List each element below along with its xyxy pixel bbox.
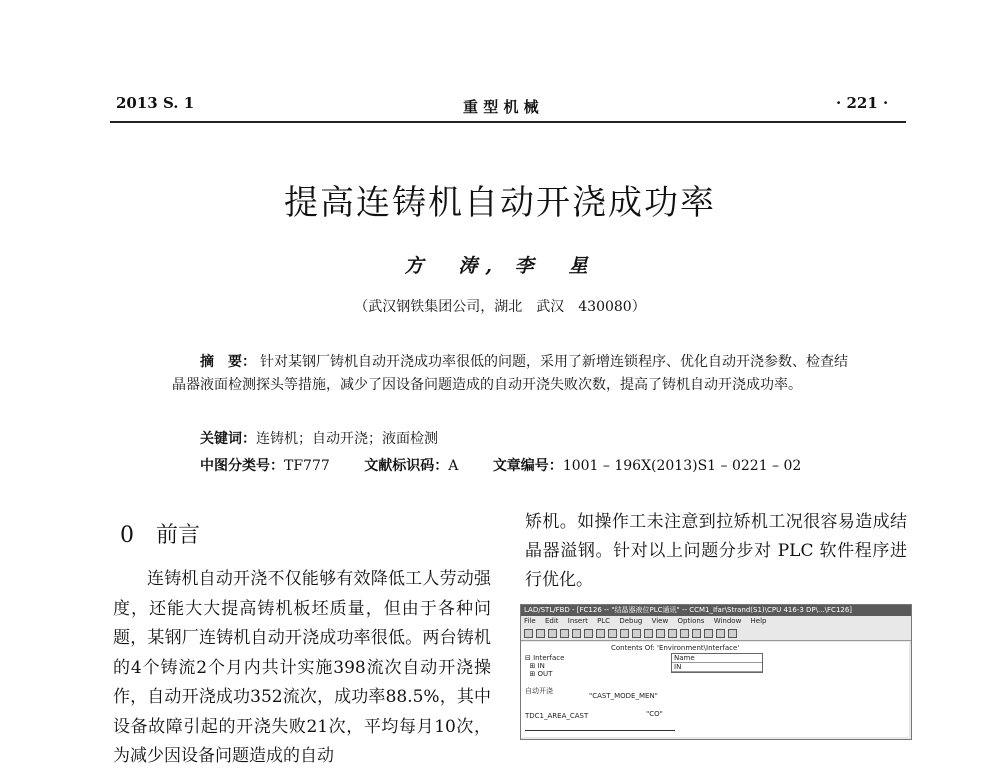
affiliation: （武汉钢铁集团公司，湖北 武汉 430080）	[354, 299, 646, 315]
tree-item: ⊞ OUT	[525, 670, 553, 678]
menu-item: Options	[677, 617, 705, 625]
menu-item: Insert	[567, 617, 588, 625]
section-heading	[120, 518, 200, 549]
menu-item: Debug	[619, 617, 643, 625]
network-label: 自动开浇	[525, 687, 553, 695]
abstract-label: 摘 要：	[200, 354, 256, 370]
keywords-text: 连铸机；自动开浇；液面检测	[256, 431, 438, 447]
article-value: 1001 – 196X(2013)S1 – 0221 – 02	[562, 458, 802, 474]
abstract-text: 针对某钢厂铸机自动开浇成功率很低的问题，采用了新增连锁程序、优化自动开浇参数、检查结晶器液面检测探头等措施，减少了因设备问题造成的自动开浇失败次数，提高了铸机自动开浇成功率。	[172, 354, 848, 393]
tool-icon	[716, 629, 725, 638]
interface-table	[671, 653, 763, 673]
doc-value: A	[448, 458, 459, 474]
tree-item: ⊞ IN	[525, 662, 545, 670]
tool-icon	[548, 629, 557, 638]
tool-icon	[656, 629, 665, 638]
tool-icon	[620, 629, 629, 638]
menu-item: PLC	[597, 617, 611, 625]
tool-icon	[668, 629, 677, 638]
tool-icon	[536, 629, 545, 638]
journal-name: 重 型 机 械	[463, 98, 539, 116]
classification-line	[200, 455, 831, 475]
clc-value: TF777	[284, 458, 330, 474]
menu-item: View	[651, 617, 669, 625]
menu-item: File	[524, 617, 536, 625]
screenshot-toolbar	[521, 626, 911, 641]
menu-item: Window	[713, 617, 742, 625]
section-number: 0	[120, 523, 134, 548]
header-rule	[110, 121, 906, 123]
tool-icon	[584, 629, 593, 638]
tool-icon	[572, 629, 581, 638]
rung-label: TDC1_AREA_CAST	[525, 712, 589, 720]
screenshot-titlebar: LAD/STL/FBD - [FC126 -- "结晶器液位PLC通讯" -- CCM1_Ifar\Strand(S1)\CPU 416-3 DP\...\FC126]	[521, 605, 911, 616]
keywords-label: 关键词：	[200, 431, 256, 447]
contents-label: Contents Of: 'Environment\Interface'	[611, 644, 740, 652]
ladder-rung-line	[525, 730, 675, 731]
table-row: IN	[672, 663, 762, 672]
page-number: · 221 ·	[836, 94, 889, 112]
body-text-left: 连铸机自动开浇不仅能够有效降低工人劳动强度，还能大大提高铸机板坯质量，但由于各种问题，某钢厂连铸机自动开浇成功率很低。两台铸机的4个铸流2个月内共计实施398流次自动开浇操作，自动开浇成功352流次，成功率88.5%，其中设备故障引起的开浇失败21次，平均每月10次，为减少因设备问题造成的自动	[113, 569, 491, 766]
tool-icon	[632, 629, 641, 638]
tool-icon	[692, 629, 701, 638]
keywords	[200, 428, 438, 448]
authors: 方 涛, 李 星	[404, 255, 596, 277]
contact-label: "CO"	[646, 710, 663, 718]
tool-icon	[560, 629, 569, 638]
tool-icon	[680, 629, 689, 638]
abstract	[172, 351, 855, 397]
tool-icon	[524, 629, 533, 638]
contact-label: "CAST_MODE_MEN"	[589, 692, 658, 700]
section-title: 前言	[156, 523, 201, 548]
tool-icon	[608, 629, 617, 638]
clc-label: 中图分类号：	[200, 458, 284, 474]
body-text-right: 矫机。如操作工未注意到拉矫机工况很容易造成结晶器溢钢。针对以上问题分步对 PLC 软件程序进行优化。	[525, 512, 907, 590]
screenshot-menubar	[521, 616, 911, 626]
interface-tree	[525, 654, 610, 678]
tool-icon	[644, 629, 653, 638]
menu-item: Edit	[544, 617, 559, 625]
issue-label: 2013 S. 1	[116, 94, 195, 112]
paper-title: 提高连铸机自动开浇成功率	[284, 183, 716, 223]
tool-icon	[728, 629, 737, 638]
tool-icon	[704, 629, 713, 638]
article-label: 文章编号：	[492, 458, 563, 474]
tool-icon	[596, 629, 605, 638]
table-header: Name	[672, 654, 762, 663]
plc-software-screenshot	[520, 604, 912, 740]
menu-item: Help	[750, 617, 767, 625]
screenshot-editor-panel	[521, 642, 909, 737]
tree-item: ⊟ Interface	[525, 654, 565, 662]
doc-label: 文献标识码：	[364, 458, 449, 474]
